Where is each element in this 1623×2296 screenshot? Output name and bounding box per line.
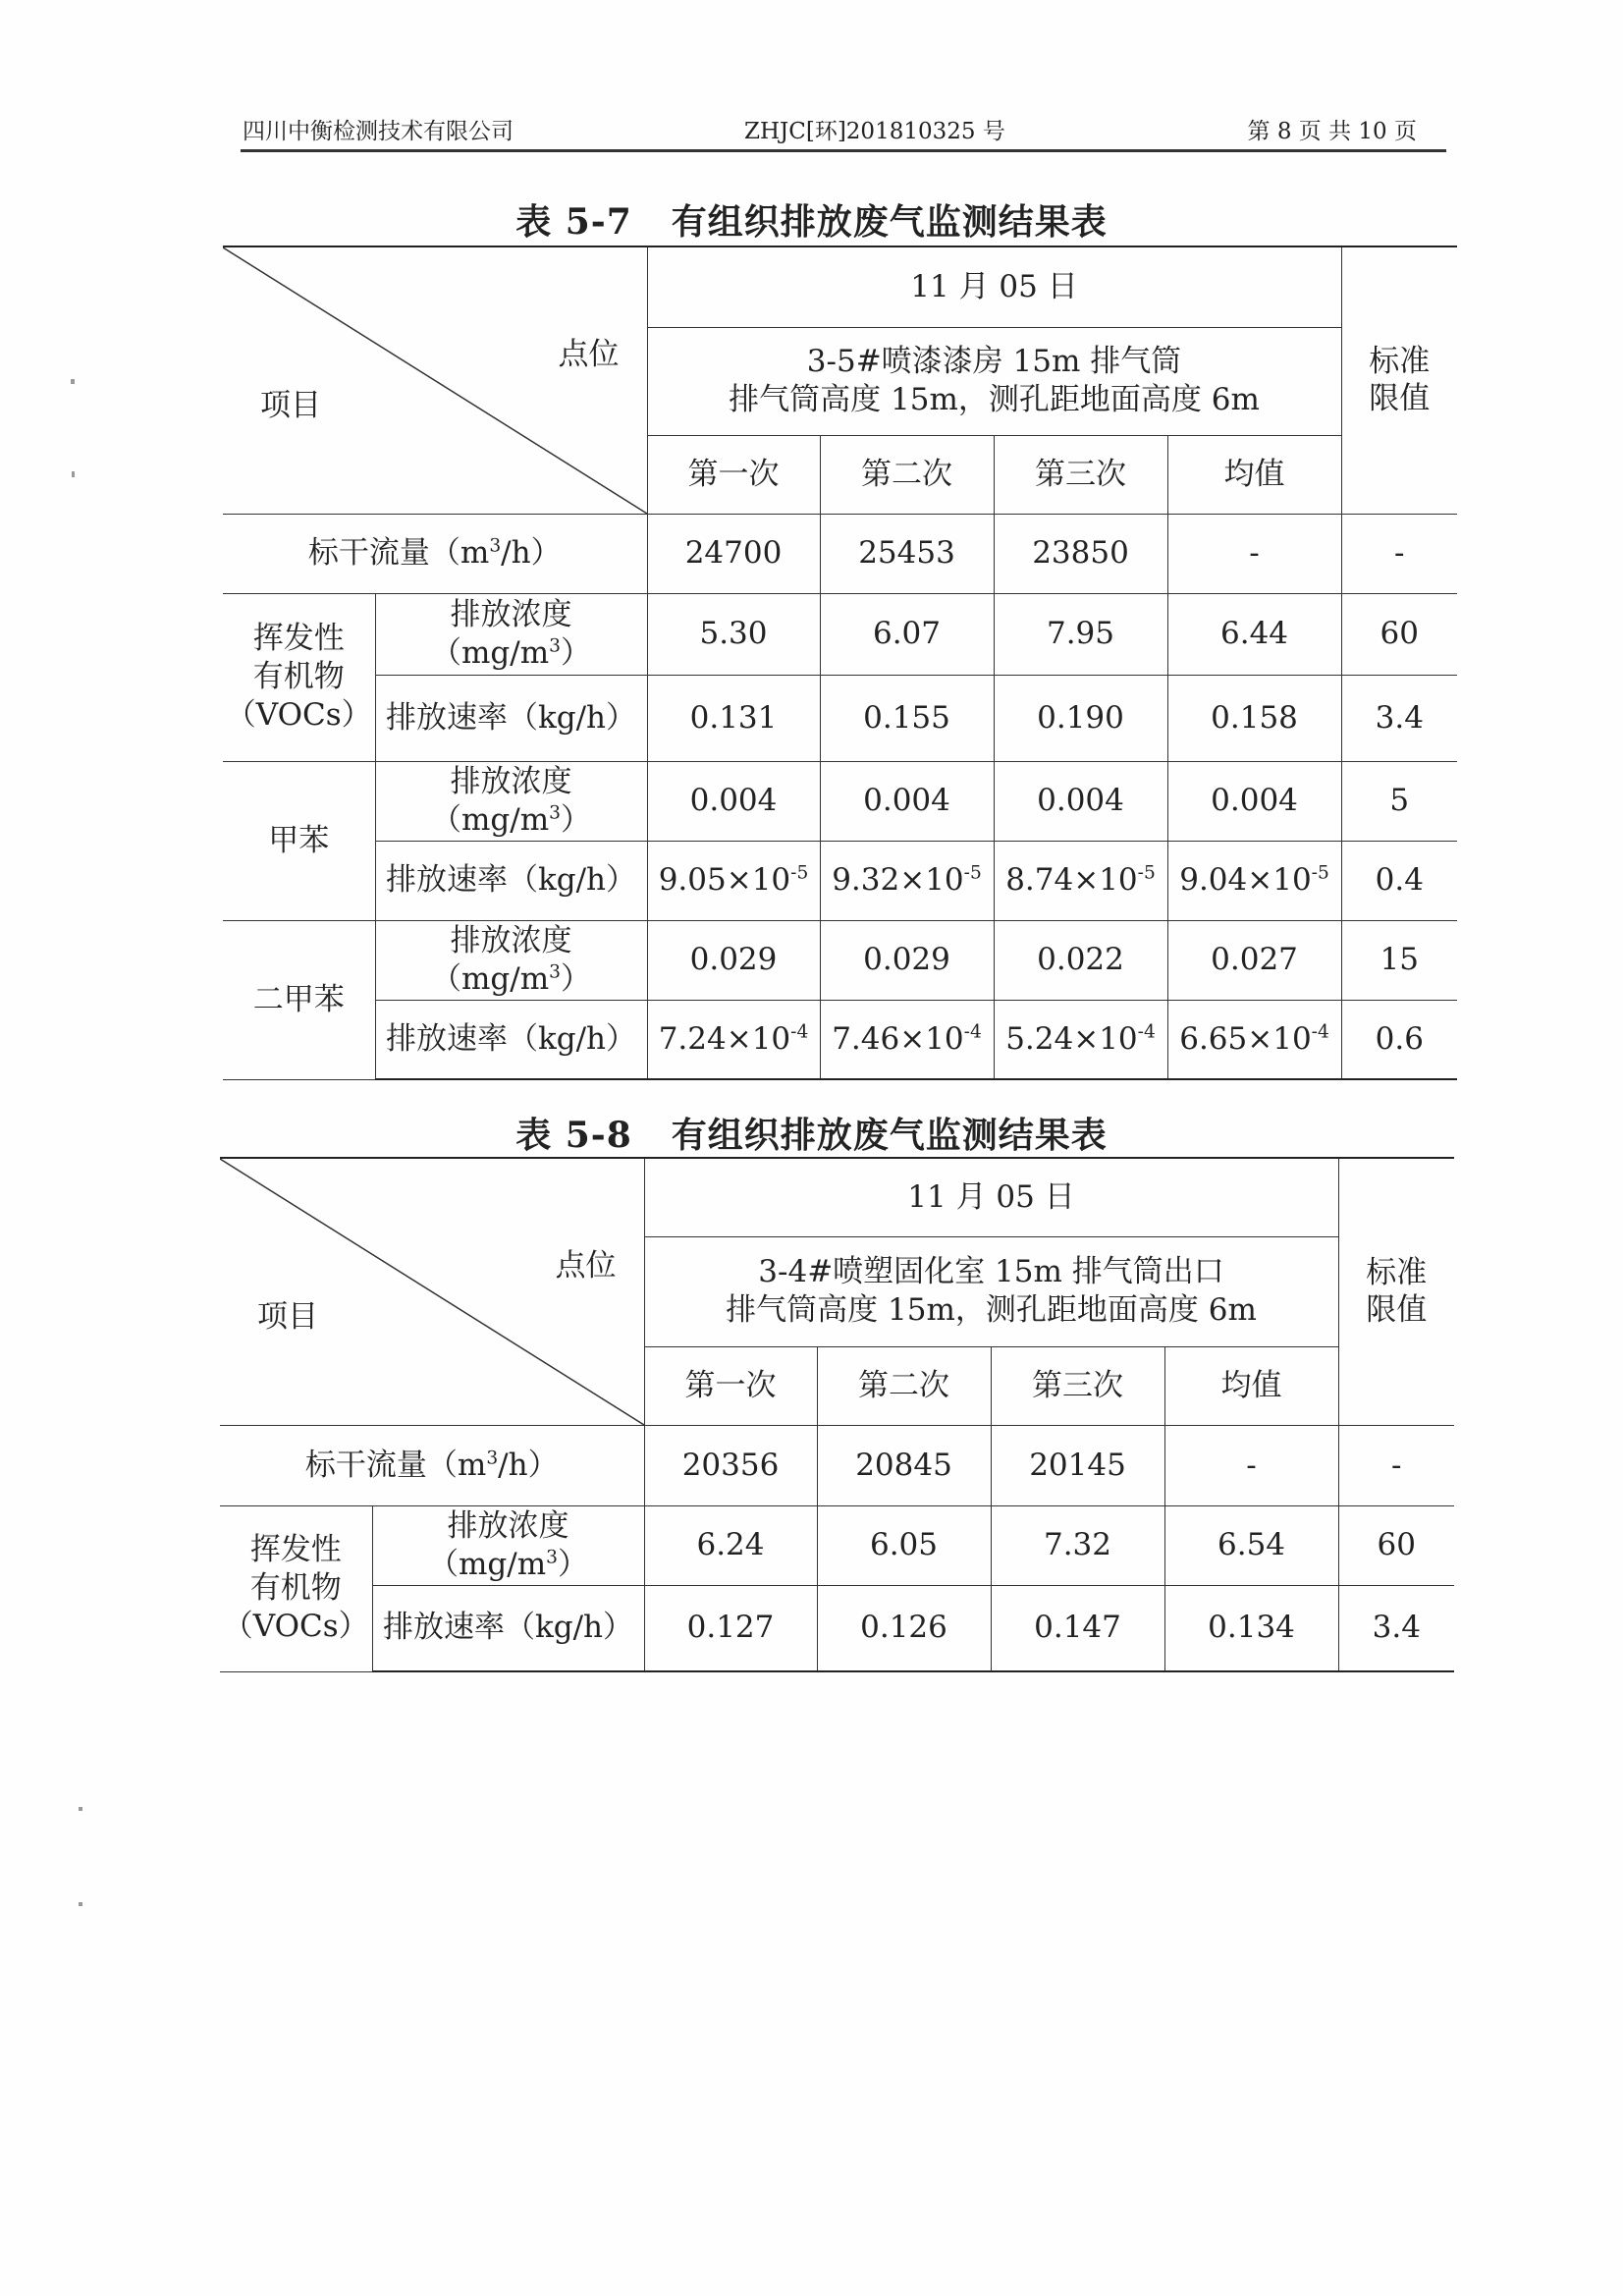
date-header: 11 月 05 日 bbox=[644, 1158, 1338, 1236]
param-label: 排放浓度$(mg/m^3)$ bbox=[375, 920, 647, 1000]
data-cell: 6.54 bbox=[1164, 1505, 1338, 1585]
data-cell: 0.029 bbox=[820, 920, 994, 1000]
data-cell: $5.24\times 10^{-4}$ bbox=[994, 1000, 1167, 1079]
table-5-8-title bbox=[0, 1108, 1623, 1158]
page-number: 第 8 页 共 10 页 bbox=[1247, 119, 1417, 144]
flow-value: - bbox=[1167, 514, 1341, 593]
table-5-7 bbox=[223, 246, 1457, 1080]
flow-value: 20356 bbox=[644, 1425, 817, 1505]
group-name-vocs: 挥发性 有机物 （VOCs） bbox=[220, 1505, 372, 1671]
param-label: 排放速率（kg/h） bbox=[375, 675, 647, 761]
column-header: 第三次 bbox=[994, 435, 1167, 514]
data-cell: 5.30 bbox=[647, 593, 820, 675]
limit-cell: 3.4 bbox=[1341, 675, 1457, 761]
data-cell: 0.004 bbox=[820, 761, 994, 841]
data-cell: $9.32\times 10^{-5}$ bbox=[820, 841, 994, 920]
location-line1: 3-5#喷漆漆房 15m 排气筒 bbox=[806, 344, 1182, 380]
limit-cell: 15 bbox=[1341, 920, 1457, 1000]
data-cell: 0.131 bbox=[647, 675, 820, 761]
item-label: 项目 bbox=[260, 387, 321, 423]
scan-speck bbox=[79, 1807, 82, 1811]
table-title-text: 有组织排放废气监测结果表 bbox=[671, 201, 1108, 243]
scan-speck bbox=[79, 1902, 82, 1906]
column-header: 第二次 bbox=[820, 435, 994, 514]
data-cell: 0.147 bbox=[991, 1585, 1164, 1671]
data-cell: 7.32 bbox=[991, 1505, 1164, 1585]
date-header: 11 月 05 日 bbox=[647, 246, 1341, 327]
report-code: ZHJC[环]201810325 号 bbox=[744, 119, 1005, 144]
data-cell: 0.127 bbox=[644, 1585, 817, 1671]
flow-value: - bbox=[1164, 1425, 1338, 1505]
data-cell: 6.05 bbox=[817, 1505, 991, 1585]
param-label: 排放浓度$(mg/m^3)$ bbox=[375, 761, 647, 841]
limit-label-line2: 限值 bbox=[1369, 381, 1431, 417]
data-cell: 0.155 bbox=[820, 675, 994, 761]
data-cell: $9.05\times 10^{-5}$ bbox=[647, 841, 820, 920]
flow-label: 标干流量$(m^3/h)$ bbox=[220, 1425, 644, 1505]
location-label: 点位 bbox=[558, 337, 620, 372]
data-cell: 6.44 bbox=[1167, 593, 1341, 675]
page-header bbox=[241, 108, 1446, 152]
table-5-7-title bbox=[0, 194, 1623, 245]
item-label: 项目 bbox=[257, 1298, 318, 1335]
company-name: 四川中衡检测技术有限公司 bbox=[243, 119, 514, 144]
limit-cell: 0.6 bbox=[1341, 1000, 1457, 1079]
column-header: 第一次 bbox=[644, 1346, 817, 1425]
flow-limit: - bbox=[1341, 514, 1457, 593]
flow-label: 标干流量$(m^3/h)$ bbox=[223, 514, 647, 593]
limit-label-line1: 标准 bbox=[1366, 1254, 1428, 1290]
limit-header bbox=[1338, 1158, 1454, 1425]
location-line1: 3-4#喷塑固化室 15m 排气筒出口 bbox=[758, 1254, 1224, 1290]
group-name-toluene: 甲苯 bbox=[223, 761, 375, 920]
header-diagonal-cell bbox=[220, 1158, 644, 1425]
location-line2: 排气筒高度 15m，测孔距地面高度 6m bbox=[726, 1292, 1257, 1328]
limit-label-line1: 标准 bbox=[1369, 343, 1431, 379]
data-cell: 0.029 bbox=[647, 920, 820, 1000]
flow-limit: - bbox=[1338, 1425, 1454, 1505]
data-cell: 6.24 bbox=[644, 1505, 817, 1585]
data-cell: 0.004 bbox=[994, 761, 1167, 841]
flow-value: 25453 bbox=[820, 514, 994, 593]
flow-value: 20145 bbox=[991, 1425, 1164, 1505]
limit-cell: 60 bbox=[1341, 593, 1457, 675]
data-cell: $7.46\times 10^{-4}$ bbox=[820, 1000, 994, 1079]
column-header: 均值 bbox=[1167, 435, 1341, 514]
data-cell: 0.004 bbox=[647, 761, 820, 841]
param-label: 排放浓度$(mg/m^3)$ bbox=[375, 593, 647, 675]
flow-value: 24700 bbox=[647, 514, 820, 593]
table-title-text: 有组织排放废气监测结果表 bbox=[671, 1115, 1108, 1156]
flow-value: 20845 bbox=[817, 1425, 991, 1505]
limit-header bbox=[1341, 246, 1457, 514]
flow-value: 23850 bbox=[994, 514, 1167, 593]
location-line2: 排气筒高度 15m，测孔距地面高度 6m bbox=[729, 382, 1260, 417]
data-cell: 6.07 bbox=[820, 593, 994, 675]
location-header bbox=[644, 1236, 1338, 1346]
data-cell: 0.126 bbox=[817, 1585, 991, 1671]
table-number: 表 5-8 bbox=[515, 1115, 632, 1156]
param-label: 排放速率（kg/h） bbox=[372, 1585, 644, 1671]
scan-speck bbox=[72, 471, 75, 477]
limit-cell: 5 bbox=[1341, 761, 1457, 841]
data-cell: $6.65\times 10^{-4}$ bbox=[1167, 1000, 1341, 1079]
limit-cell: 0.4 bbox=[1341, 841, 1457, 920]
data-cell: $8.74\times 10^{-5}$ bbox=[994, 841, 1167, 920]
header-diagonal-cell bbox=[223, 246, 647, 514]
limit-label-line2: 限值 bbox=[1366, 1292, 1428, 1329]
group-name-vocs: 挥发性 有机物 （VOCs） bbox=[223, 593, 375, 761]
location-header bbox=[647, 327, 1341, 435]
data-cell: 0.027 bbox=[1167, 920, 1341, 1000]
data-cell: 0.004 bbox=[1167, 761, 1341, 841]
limit-cell: 60 bbox=[1338, 1505, 1454, 1585]
column-header: 第二次 bbox=[817, 1346, 991, 1425]
column-header: 均值 bbox=[1164, 1346, 1338, 1425]
group-name-xylene: 二甲苯 bbox=[223, 920, 375, 1079]
param-label: 排放浓度$(mg/m^3)$ bbox=[372, 1505, 644, 1585]
table-5-8 bbox=[220, 1157, 1454, 1672]
data-cell: $7.24\times 10^{-4}$ bbox=[647, 1000, 820, 1079]
column-header: 第三次 bbox=[991, 1346, 1164, 1425]
data-cell: 0.022 bbox=[994, 920, 1167, 1000]
data-cell: 0.134 bbox=[1164, 1585, 1338, 1671]
param-label: 排放速率（kg/h） bbox=[375, 1000, 647, 1079]
column-header: 第一次 bbox=[647, 435, 820, 514]
scan-speck bbox=[71, 379, 75, 384]
data-cell: 0.158 bbox=[1167, 675, 1341, 761]
data-cell: 0.190 bbox=[994, 675, 1167, 761]
location-label: 点位 bbox=[555, 1248, 617, 1284]
param-label: 排放速率（kg/h） bbox=[375, 841, 647, 920]
data-cell: $9.04\times 10^{-5}$ bbox=[1167, 841, 1341, 920]
data-cell: 7.95 bbox=[994, 593, 1167, 675]
limit-cell: 3.4 bbox=[1338, 1585, 1454, 1671]
table-number: 表 5-7 bbox=[515, 201, 632, 243]
